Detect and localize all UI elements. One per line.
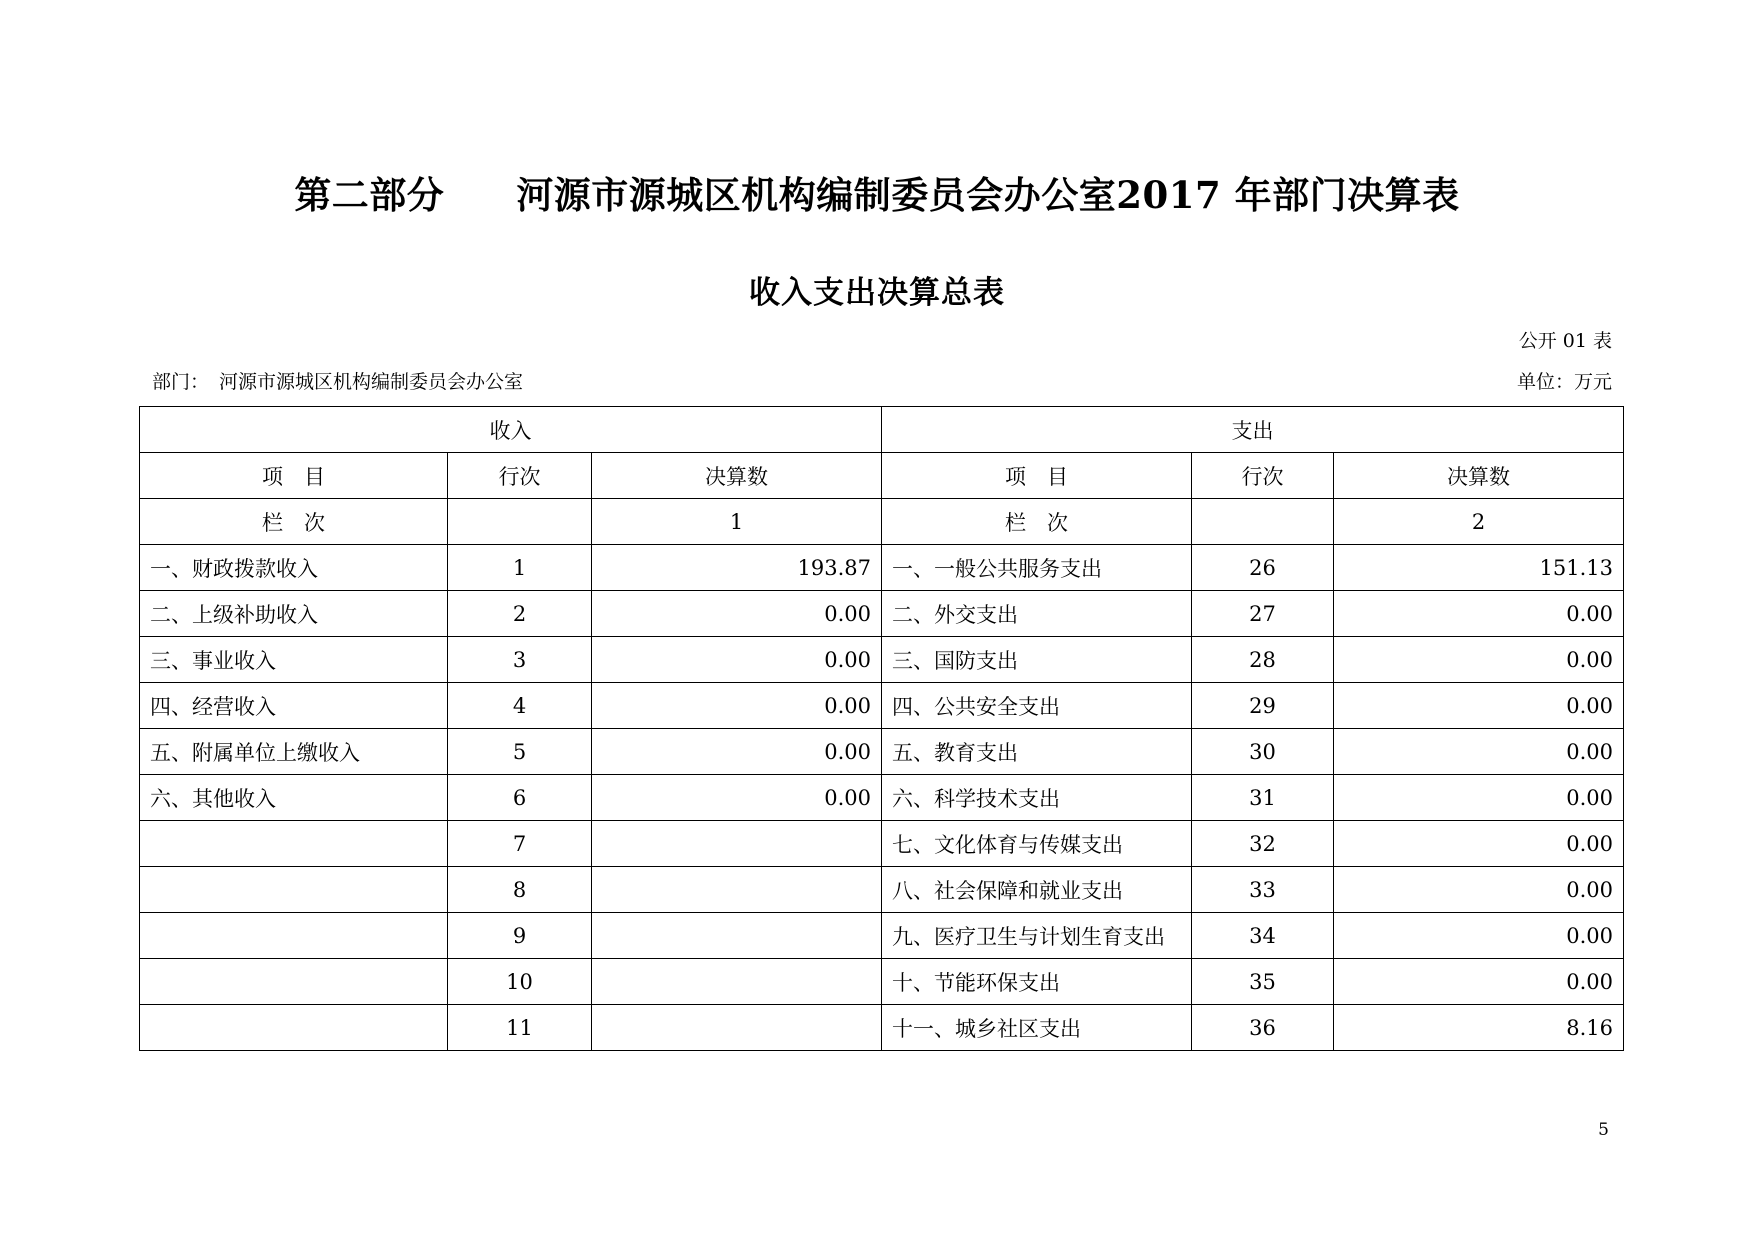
table-row (140, 775, 1624, 821)
expense-line-cell: 36 (1192, 1005, 1334, 1051)
income-amount-cell: 0.00 (592, 729, 882, 775)
expense-line-cell: 31 (1192, 775, 1334, 821)
page-number: 5 (1598, 1120, 1609, 1140)
form-code: 公开 01 表 (1518, 330, 1612, 352)
table-row (140, 683, 1624, 729)
expense-line-cell: 26 (1192, 545, 1334, 591)
expense-item-cell: 二、外交支出 (882, 591, 1192, 637)
expense-line-cell: 28 (1192, 637, 1334, 683)
expense-amount-cell: 0.00 (1334, 959, 1624, 1005)
income-line-cell: 3 (448, 637, 592, 683)
income-item-cell (140, 1005, 448, 1051)
expense-line-cell: 34 (1192, 913, 1334, 959)
table-row (140, 637, 1624, 683)
expense-amount-cell: 0.00 (1334, 591, 1624, 637)
expense-item-cell: 八、社会保障和就业支出 (882, 867, 1192, 913)
income-amount-cell: 0.00 (592, 637, 882, 683)
column-header-row (140, 453, 1624, 499)
expense-line-header: 行次 (1192, 453, 1334, 499)
expense-amount-header: 决算数 (1334, 453, 1624, 499)
income-colnum-empty (448, 499, 592, 545)
table-row (140, 821, 1624, 867)
income-line-cell: 10 (448, 959, 592, 1005)
income-item-cell: 三、事业收入 (140, 637, 448, 683)
income-item-cell: 五、附属单位上缴收入 (140, 729, 448, 775)
income-line-cell: 7 (448, 821, 592, 867)
unit-label: 单位：万元 (1516, 371, 1612, 393)
expense-item-cell: 十、节能环保支出 (882, 959, 1192, 1005)
department-line (152, 367, 523, 394)
expense-amount-cell: 0.00 (1334, 821, 1624, 867)
income-amount-cell (592, 913, 882, 959)
income-amount-cell (592, 1005, 882, 1051)
income-amount-cell: 0.00 (592, 683, 882, 729)
expense-item-cell: 九、医疗卫生与计划生育支出 (882, 913, 1192, 959)
expense-item-cell: 六、科学技术支出 (882, 775, 1192, 821)
expense-amount-cell: 0.00 (1334, 867, 1624, 913)
income-line-cell: 6 (448, 775, 592, 821)
expense-amount-cell: 0.00 (1334, 729, 1624, 775)
income-line-cell: 11 (448, 1005, 592, 1051)
income-amount-cell (592, 959, 882, 1005)
income-item-cell (140, 867, 448, 913)
department-name: 河源市源城区机构编制委员会办公室 (219, 371, 524, 393)
income-amount-cell (592, 867, 882, 913)
expense-item-cell: 五、教育支出 (882, 729, 1192, 775)
income-line-cell: 2 (448, 591, 592, 637)
expense-line-cell: 35 (1192, 959, 1334, 1005)
table-subtitle: 收入支出决算总表 (749, 275, 1005, 311)
expense-item-cell: 三、国防支出 (882, 637, 1192, 683)
table-row (140, 591, 1624, 637)
expense-colnum-empty (1192, 499, 1334, 545)
table-row (140, 867, 1624, 913)
table-row (140, 913, 1624, 959)
income-expense-table (139, 406, 1624, 1051)
income-colnum-label: 栏 次 (140, 499, 448, 545)
expense-item-header: 项 目 (882, 453, 1192, 499)
income-line-cell: 9 (448, 913, 592, 959)
table-row (140, 1005, 1624, 1051)
income-item-cell: 一、财政拨款收入 (140, 545, 448, 591)
title-main: 河源市源城区机构编制委员会办公室2017 年部门决算表 (516, 173, 1460, 217)
income-item-cell: 二、上级补助收入 (140, 591, 448, 637)
expense-line-cell: 27 (1192, 591, 1334, 637)
income-header: 收入 (140, 407, 882, 453)
department-label: 部门： (152, 371, 210, 393)
table-row (140, 729, 1624, 775)
income-item-cell (140, 913, 448, 959)
expense-line-cell: 29 (1192, 683, 1334, 729)
expense-line-cell: 33 (1192, 867, 1334, 913)
income-line-header: 行次 (448, 453, 592, 499)
expense-item-cell: 一、一般公共服务支出 (882, 545, 1192, 591)
expense-header: 支出 (882, 407, 1624, 453)
income-item-cell (140, 959, 448, 1005)
income-amount-cell (592, 821, 882, 867)
expense-line-cell: 32 (1192, 821, 1334, 867)
income-line-cell: 4 (448, 683, 592, 729)
expense-amount-cell: 0.00 (1334, 775, 1624, 821)
expense-amount-cell: 0.00 (1334, 913, 1624, 959)
section-header-row (140, 407, 1624, 453)
expense-item-cell: 四、公共安全支出 (882, 683, 1192, 729)
income-amount-cell: 0.00 (592, 591, 882, 637)
income-item-cell: 六、其他收入 (140, 775, 448, 821)
income-line-cell: 5 (448, 729, 592, 775)
expense-colnum: 2 (1334, 499, 1624, 545)
expense-item-cell: 十一、城乡社区支出 (882, 1005, 1192, 1051)
income-item-cell (140, 821, 448, 867)
income-colnum: 1 (592, 499, 882, 545)
expense-line-cell: 30 (1192, 729, 1334, 775)
expense-amount-cell: 8.16 (1334, 1005, 1624, 1051)
expense-colnum-label: 栏 次 (882, 499, 1192, 545)
expense-amount-cell: 151.13 (1334, 545, 1624, 591)
income-amount-cell: 193.87 (592, 545, 882, 591)
document-title (0, 165, 1754, 219)
income-line-cell: 1 (448, 545, 592, 591)
expense-amount-cell: 0.00 (1334, 683, 1624, 729)
expense-item-cell: 七、文化体育与传媒支出 (882, 821, 1192, 867)
income-item-header: 项 目 (140, 453, 448, 499)
table-row (140, 545, 1624, 591)
column-number-row (140, 499, 1624, 545)
table-row (140, 959, 1624, 1005)
income-line-cell: 8 (448, 867, 592, 913)
income-amount-cell: 0.00 (592, 775, 882, 821)
title-part: 第二部分 (294, 173, 445, 217)
income-amount-header: 决算数 (592, 453, 882, 499)
expense-amount-cell: 0.00 (1334, 637, 1624, 683)
income-item-cell: 四、经营收入 (140, 683, 448, 729)
